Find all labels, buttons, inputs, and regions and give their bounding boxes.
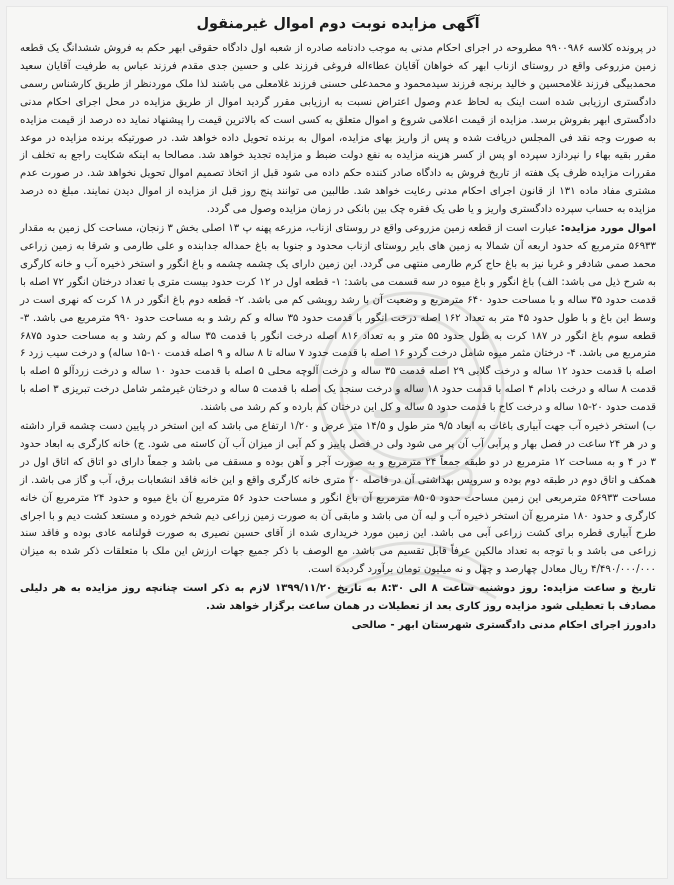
auction-date-paragraph: تاریخ و ساعت مزایده: روز دوشنبه ساعت ۸ الی ۸:۳۰ به تاریخ ۱۳۹۹/۱۱/۲۰ لازم به ذکر است چنانچه روز مزایده به هر دلیلی مصادف با تعطیلی شود مزایده روز کاری بعد از تعطیلات در همان ساعت برگزار خواهد شد. xyxy=(20,583,656,613)
section-b-paragraph: ب) استخر ذخیره آب جهت آبیاری باغات به ابعاد ۹/۵ متر طول و ۱۴/۵ متر عرض و ۱/۲۰ ارتفاع می باشد که این استخر در پایین دست چشمه قرار داشته و در هر ۲۴ ساعت در فصل بهار و پرآبی آب آن پر می شود ولی در فصل پاییز و کم آبی از میزان آب آن کاسته می شود. ج) خانه کارگری به ابعاد حدود ۳ در ۴ و به مساحت ۱۲ مترمربع در دو طبقه جمعاً ۲۴ مترمربع و به صورت آجر و آهن بوده و مسقف می باشد و جمعاً دارای دو اتاق که اتاق اول در همکف و اتاق دوم در طبقه دوم بوده و سرویس بهداشتی آن در فاصله ۲۰ متری خانه کارگری واقع و این خانه فاقد انشعابات برق، آب و گاز می باشد. از مساحت ۵۶۹۳۳ مترمربعی این زمین مساحت حدود ۸۵۰۵ مترمربع آن باغ انگور و مساحت حدود ۵۶ مترمربع آن باغ میوه و حدود ۲۴ مترمربع آن خانه کارگری و حدود ۱۸۰ مترمربع آن استخر ذخیره آب و لبه آن می باشد و مابقی آن به صورت زمین زراعی دیم شخم خورده و مستعد کشت دیم و با اجرای طرح آبیاری قطره برای کشت زراعی آبی می باشد. این زمین مورد خریداری شده از آقای حسین نصیری به صورت قولنامه عادی بوده و فاقد سند زراعی می باشد و با توجه به تعداد مالکین عرفاً قابل تقسیم می باشد. مع الوصف با ذکر جمیع جهات ارزش این ملک با متعلقات ذکر شده به میزان ۴/۴۹۰/۰۰۰/۰۰۰ ریال معادل چهارصد و چهل و نه میلیون تومان برآورد گردیده است. xyxy=(20,421,657,576)
notice-title: آگهی مزایده نوبت دوم اموال غیرمنقول xyxy=(196,16,480,32)
property-description: عبارت است از قطعه زمین مزروعی واقع در روستای ازناب، مزرعه پهنه پ ۱۳ اصلی بخش ۳ زنجان، مساحت کل زمین به مقدار ۵۶۹۳۳ مترمربع که حدود اربعه آن شمالا به زمین های بایر روستای ازناب محدود و جنوبا به باغ حمداله جدابنده و علی طارمی و شرقا به زمین زراعی محمد صمی شادفر و غربا نیز به باغ حاج کرم طارمی منتهی می گردد. این زمین دارای یک چشمه چشمه و باغ انگور و استخر ذخیره آب و خانه کارگری به شرح ذیل می باشد: الف) باغ انگور و باغ میوه در سه قسمت می باشد: ۱- قطعه اول در ۱۲ کرت حدود بیست متری با تعداد درختان انگور ۷۲ اصله با قدمت حدود ۳۵ ساله و با مساحت حدود ۶۴۰ مترمربع و وضعیت آن با رشد رویشی کم می باشد. ۲- قطعه دوم باغ انگور در ۱۸ کرت که نهری است در وسط این باغ و با طول حدود ۴۵ متر به تعداد ۱۶۲ اصله درخت انگور با قدمت حدود ۳۵ ساله و کم رشد و به مساحت حدود ۹۹۰ مترمربع می باشد. ۳- قطعه سوم باغ انگور در ۱۸۷ کرت به طول حدود ۵۵ متر و به تعداد ۸۱۶ اصله درخت انگور با قدمت ۳۵ ساله و کم رشد و به مساحت حدود ۶۸۷۵ مترمربع می باشد. ۴- درختان مثمر میوه شامل درخت گردو ۱۶ اصله با قدمت حدود ۷ ساله تا ۸ ساله و ۹ اصله قدمت ۱۰-۱۵ ساله) و درخت سیب زرد ۶ اصله با قدمت حدود ۱۲ ساله و درخت گلابی ۲۹ اصله قدمت ۳۵ ساله و درخت آلوچه محلی ۵ اصله با قدمت حدود ۱۰ ساله و درخت زردآلو ۵ اصله با قدمت ۸ ساله و درخت بادام ۴ اصله با قدمت حدود ۱۸ ساله و درخت سنجد یک اصله با قدمت ۵ ساله و درختان غیرمثمر شامل درخت تبریزی ۳ اصله با قدمت حدود ۲۰-۱۵ ساله و درخت کاج با قدمت حدود ۵ ساله و کل این درختان کم بارده و کم رشد می باشند. xyxy=(20,223,657,414)
signature-line: دادورز اجرای احکام مدنی دادگستری شهرستان ابهر - صالحی xyxy=(351,620,656,631)
intro-paragraph: در پرونده کلاسه ۹۹۰۰۹۸۶ مطروحه در اجرای احکام مدنی به موجب دادنامه صادره از شعبه اول دادگاه حقوقی ابهر حکم به فروش ششدانگ یک قطعه زمین مزروعی واقع در روستای ازناب ابهر که خواهان آقایان عطاءاله فروغی فرزند علی و حسین جدی مقدم فرزند عباس به طرفیت آقایان سعید محمدبیگی فرزند غلامحسین و خالید برنجه فرزند سیدمحمود و محمدعلی حسنی فرزند غلامعلی می باشند لذا ملک موردنظر از طریق کارشناس رسمی دادگستری ارزیابی شده است اینک به لحاظ عدم وصول اعتراض نسبت به ارزیابی مقرر گردید اموال از طریق مزایده در محل اجرای احکام مدنی دادگستری ابهر بفروش برسد. مزایده از قیمت اعلامی شروع و اموال متعلق به کسی است که بالاترین قیمت را پیشنهاد نماید ده درصد از قیمت مزایده به صورت وجه نقد فی المجلس دریافت شده و پس از واریز بهای مزایده، اموال به برنده تحویل داده خواهد شد. در صورتیکه برنده مزایده در موعد مقرر بقیه بهاء را نپردازد سپرده او پس از کسر هزینه مزایده به نفع دولت ضبط و مزایده تجدید خواهد شد. مصالحا به اینکه شکایت راجع به تخلف از مقررات مزایده ظرف یک هفته از تاریخ فروش به دادگاه صادر کننده حکم داده می شود قبل از اتخاذ تصمیم اموال تحویل نخواهد شد. در صورت عدم مشتری مفاد ماده ۱۳۱ از قانون اجرای احکام مدنی رعایت خواهد شد. طالبین می توانند پنج روز قبل از مزایده از اموال دیدن نمایند. مبلغ ده درصد مزایده به حساب سپرده دادگستری واریز و یا طی یک فقره چک بین بانکی در زمان مزایده وصول می گردد. xyxy=(20,43,656,216)
property-paragraph xyxy=(20,220,656,417)
newspaper-clipping xyxy=(6,6,668,879)
property-heading: اموال مورد مزایده: xyxy=(560,223,656,235)
notice-document xyxy=(20,12,656,873)
